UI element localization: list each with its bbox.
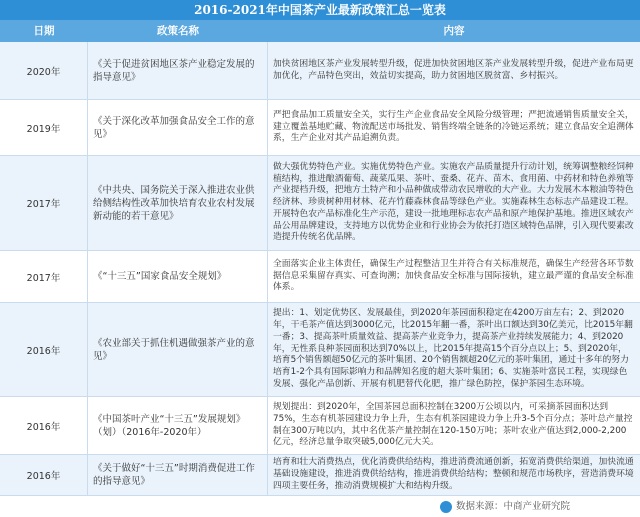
cell-content: 做大强优势特色产业。实施优势特色产业。实施农产品质量提升行动计划，统筹调整粮经饲种植结构，推进酿酒葡萄、蔬菜瓜果、茶叶、蚕桑、花卉、苗木、食用菌、中药材和特色养殖等产业提档升级，把地方土特产和小品种做成带动农民增收的大产业。大力发展木本粮油等特色经济林、珍贵树种用材林、花卉竹藤森林食品等绿色产业。实施森林生态标志产品建设工程。开展特色农产品标准化生产示范，建设一批地理标志农产品和原产地保护基地。推进区域农产品公用品牌建设，支持地方以优势企业和行业协会为依托打造区域特色品牌，引入现代要素改造提升传统名优品牌。 xyxy=(273,161,634,243)
cell-policy-name: 《关于深化改革加强食品安全工作的意见》 xyxy=(88,100,268,155)
cell-year: 2017年 xyxy=(0,251,88,302)
source-text: 数据来源：中商产业研究院 xyxy=(456,501,571,512)
cell-content: 加快贫困地区茶产业发展转型升级，促进加快贫困地区茶产业发展转型升级，促进产业布局更加优化，产品特色突出，效益切实提高，助力贫困地区脱贫富、乡村振兴。 xyxy=(273,58,634,81)
cell-year: 2016年 xyxy=(0,397,88,454)
table-row xyxy=(0,156,640,251)
table-row xyxy=(0,42,640,100)
cell-year: 2017年 xyxy=(0,156,88,250)
table-row xyxy=(0,251,640,303)
table-header xyxy=(0,20,640,42)
table-row xyxy=(0,455,640,496)
cell-year: 2016年 xyxy=(0,455,88,495)
header-content: 内容 xyxy=(443,25,465,37)
header-policy-name: 政策名称 xyxy=(157,25,199,37)
footer xyxy=(0,496,640,517)
cell-year: 2020年 xyxy=(0,42,88,99)
header-year: 日期 xyxy=(33,25,55,37)
cell-policy-name: 《关于促进贫困地区茶产业稳定发展的指导意见》 xyxy=(88,42,268,99)
cell-policy-name: 《中共央、国务院关于深入推进农业供给侧结构性改革加快培育农业农村发展新动能的若干意见》 xyxy=(88,156,268,250)
cell-policy-name: 《中国茶叶产业“十三五”发展规划》（划）（2016年-2020年） xyxy=(88,397,268,454)
cell-content: 全面落实企业主体责任，确保生产过程整洁卫生并符合有关标准规范，确保生产经营各环节数据信息采集留存真实、可查询溯；加快食品安全标准与国际接轨，建立最严谨的食品安全标准体系。 xyxy=(273,258,634,293)
table-row xyxy=(0,100,640,156)
table-row xyxy=(0,303,640,397)
source-note xyxy=(440,496,570,517)
cell-policy-name: 《农业部关于抓住机遇做强茶产业的意见》 xyxy=(88,303,268,396)
cell-year: 2016年 xyxy=(0,303,88,396)
table-body xyxy=(0,42,640,496)
cell-content: 严把食品加工质量安全关，实行生产企业食品安全风险分级管理；严把流通销售质量安全关，建立覆盖基地贮藏、物流配送市场批发、销售终端全链条的冷链运系统；建立食品安全追溯体系，生产企业对其产品追溯负责。 xyxy=(273,109,634,144)
cell-content: 规划提出：到2020年，全国茶园总面积控制在3200万公顷以内，可采摘茶园面积达到75%，生态有机茶园建设力争上升，生态有机茶园建设力争上升3-5个百分点；茶叶总产量控制在300万吨以内，其中名优茶产量控制在120-150万吨；茶叶农业产值达到2,000-2,200亿元，经济总量争取突破5,000亿元大关。 xyxy=(273,401,633,448)
cell-content: 提出：1、划定优势区、发展最佳，到2020年茶园面积稳定在4200万亩左右；2、到2020年，干毛茶产值达到3000亿元，比2015年翻一番，茶叶出口额达到30亿美元，比2015年翻一番；3、提高茶叶质量效益、提高茶产业竞争力，提高茶产业持续发展能力；4、到2020年，无性系良种茶园面积达到70%以上，比2015年提高15个百分点以上；5、到2020年，培育5个销售额超50亿元的茶叶集团、20个销售额超20亿元的茶叶集团，通过十多年的努力培育1-2个具有国际影响力和品牌知名度的超大茶叶集团；6、实施茶叶富民工程，实现绿色发展、强化产品创新、开展有机肥替代化肥，推广绿色防控，保护茶园生态环境。 xyxy=(273,308,633,389)
table-title: 2016-2021年中国茶产业最新政策汇总一览表 xyxy=(0,0,640,20)
cell-policy-name: 《“十三五”国家食品安全规划》 xyxy=(88,251,268,302)
publisher-logo-icon xyxy=(440,501,452,513)
cell-policy-name: 《关于做好“十三五”时期消费促进工作的指导意见》 xyxy=(88,455,268,495)
cell-year: 2019年 xyxy=(0,100,88,155)
table-row xyxy=(0,397,640,455)
cell-content: 培育和壮大消费热点，优化消费供给结构，推进消费流通创新，拓宽消费供给渠道，加快流通基础设施建设，推进消费供给结构，推进消费供给结构；整顿和规范市场秩序，营造消费环境四项主要任务，推动消费规模扩大和结构升级。 xyxy=(273,457,634,491)
